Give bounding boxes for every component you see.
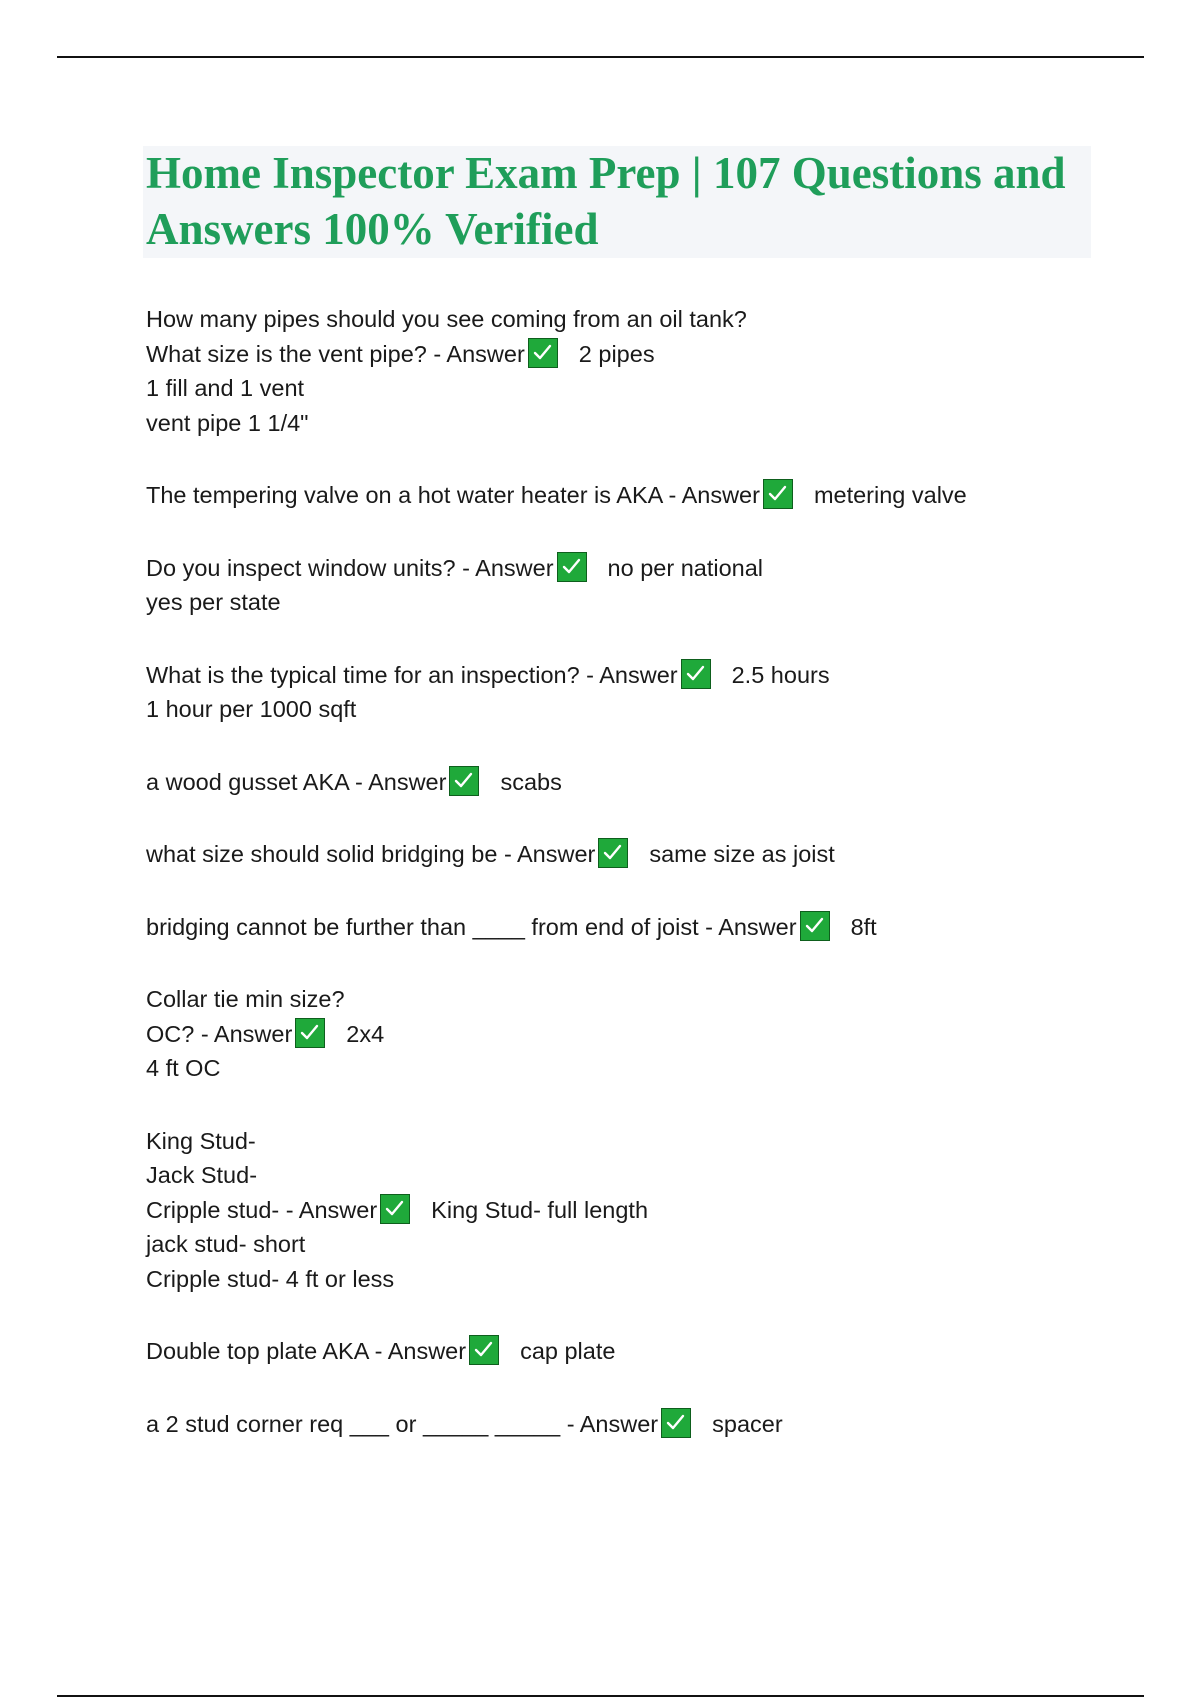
question-text: Cripple stud- - Answer <box>146 1196 378 1223</box>
answer-line: 4 ft OC <box>146 1055 221 1081</box>
answer-text: 2.5 hours <box>731 661 830 688</box>
answer-text: 2 pipes <box>578 340 655 367</box>
green-check-mark-icon <box>528 338 558 368</box>
green-check-mark-icon <box>380 1194 410 1224</box>
question-text: What size is the vent pipe? - Answer <box>146 340 525 367</box>
answer-line: Cripple stud- 4 ft or less <box>146 1265 395 1292</box>
answer-line: jack stud- short <box>146 1231 306 1257</box>
question-answer-line <box>146 765 1086 800</box>
answer-text: 2x4 <box>346 1020 385 1047</box>
qa-item <box>146 302 1086 440</box>
answer-text: no per national <box>607 554 764 581</box>
question-answer-line <box>146 337 1086 372</box>
question-line: Jack Stud- <box>146 1162 258 1188</box>
green-check-mark-icon <box>449 766 479 796</box>
question-text: what size should solid bridging be - Answer <box>146 841 596 867</box>
question-answer-line <box>146 1407 1086 1442</box>
footer-rule <box>57 1695 1144 1697</box>
question-answer-line <box>146 658 1086 693</box>
green-check-mark-icon <box>469 1335 499 1365</box>
question-answer-line <box>146 551 1086 586</box>
answer-text: 8ft <box>850 913 877 940</box>
question-text: The tempering valve on a hot water heater is AKA - Answer <box>146 482 760 508</box>
qa-item <box>146 765 1086 800</box>
qa-item <box>146 1334 1086 1369</box>
qa-list <box>146 302 1086 1479</box>
document-title: Home Inspector Exam Prep | 107 Questions and Answers 100% Verified <box>146 148 1066 254</box>
answer-text: cap plate <box>520 1338 616 1364</box>
green-check-mark-icon <box>295 1018 325 1048</box>
qa-item <box>146 1407 1086 1442</box>
question-line: How many pipes should you see coming from an oil tank? <box>146 306 747 332</box>
question-line: King Stud- <box>146 1127 256 1154</box>
header-rule <box>57 56 1144 58</box>
answer-line: yes per state <box>146 589 281 615</box>
green-check-mark-icon <box>763 479 793 509</box>
green-check-mark-icon <box>800 911 830 941</box>
answer-line: 1 fill and 1 vent <box>146 375 305 401</box>
qa-item <box>146 551 1086 620</box>
green-check-mark-icon <box>598 838 628 868</box>
qa-item <box>146 837 1086 872</box>
answer-line: vent pipe 1 1/4" <box>146 409 309 436</box>
answer-text: scabs <box>500 768 562 795</box>
qa-item <box>146 658 1086 727</box>
question-answer-line <box>146 478 1086 513</box>
question-text: Do you inspect window units? - Answer <box>146 554 554 581</box>
answer-text: same size as joist <box>649 841 835 867</box>
qa-item <box>146 478 1086 513</box>
question-text: bridging cannot be further than ____ from end of joist - Answer <box>146 913 797 940</box>
green-check-mark-icon <box>681 659 711 689</box>
answer-text: King Stud- full length <box>431 1196 649 1223</box>
question-text: a 2 stud corner req ___ or _____ _____ - Answer <box>146 1410 659 1437</box>
question-text: What is the typical time for an inspection? - Answer <box>146 661 678 688</box>
green-check-mark-icon <box>557 552 587 582</box>
answer-text: metering valve <box>813 482 967 508</box>
question-answer-line <box>146 837 1086 872</box>
question-text: a wood gusset AKA - Answer <box>146 768 447 795</box>
qa-item <box>146 982 1086 1086</box>
qa-item <box>146 1124 1086 1297</box>
question-text: Double top plate AKA - Answer <box>146 1338 467 1364</box>
question-answer-line <box>146 1017 1086 1052</box>
qa-item <box>146 910 1086 945</box>
answer-text: spacer <box>712 1410 783 1437</box>
question-answer-line <box>146 1193 1086 1228</box>
question-text: OC? - Answer <box>146 1020 293 1047</box>
question-answer-line <box>146 910 1086 945</box>
green-check-mark-icon <box>661 1408 691 1438</box>
question-line: Collar tie min size? <box>146 986 345 1012</box>
answer-line: 1 hour per 1000 sqft <box>146 696 357 722</box>
question-answer-line <box>146 1334 1086 1369</box>
